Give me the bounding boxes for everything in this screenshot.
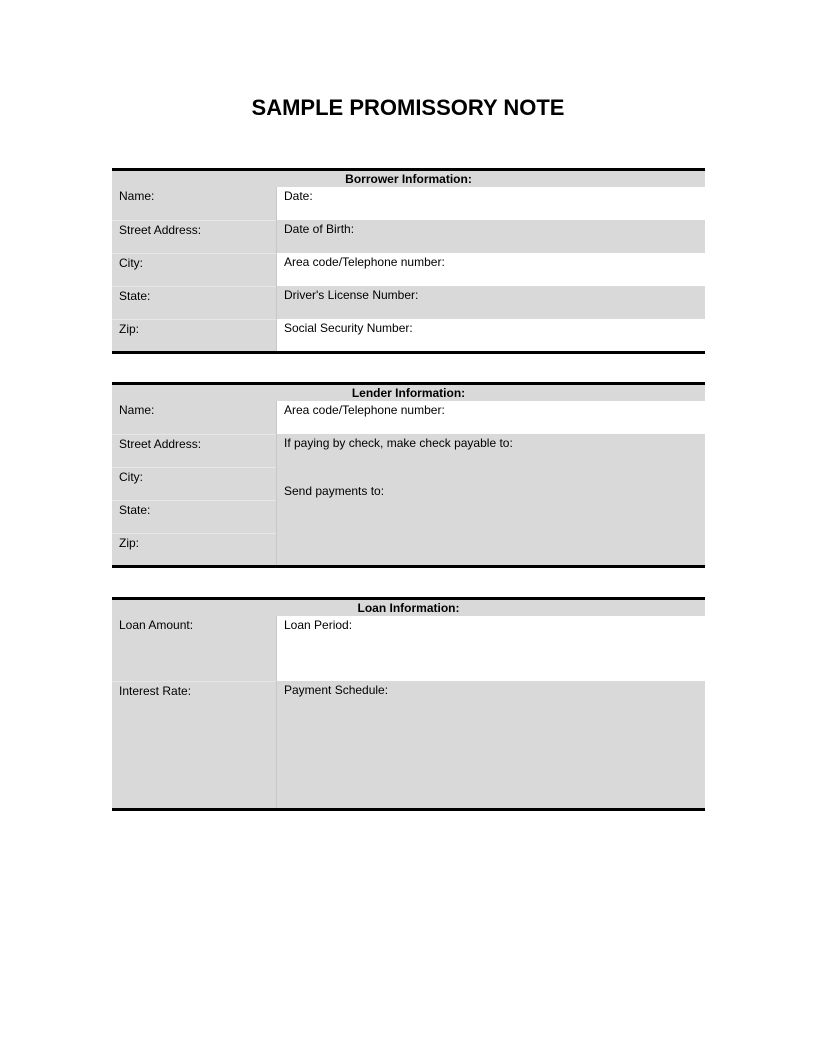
borrower-name-label[interactable]: Name: [119,189,155,203]
loan-section-header: Loan Information: [112,600,705,616]
borrower-section-header: Borrower Information: [112,171,705,187]
borrower-date-field[interactable]: Date: [277,187,705,220]
section-bottom-border [112,565,705,568]
loan-period-field[interactable]: Loan Period: [277,616,705,681]
lender-state-label[interactable]: State: [112,500,276,533]
lender-check-payable-field[interactable]: If paying by check, make check payable to: [277,434,705,482]
borrower-ssn-field[interactable]: Social Security Number: [277,319,705,351]
lender-city-label[interactable]: City: [112,467,276,500]
borrower-street-address-label[interactable]: Street Address: [112,220,276,253]
borrower-information-section [112,168,705,354]
loan-amount-label[interactable]: Loan Amount: [119,618,194,632]
lender-section-header: Lender Information: [112,385,705,401]
lender-name-label[interactable]: Name: [119,403,155,417]
borrower-date-of-birth-field[interactable]: Date of Birth: [277,220,705,253]
section-bottom-border [112,351,705,354]
loan-right-column [277,616,705,808]
loan-left-column [112,616,277,808]
lender-telephone-field[interactable]: Area code/Telephone number: [277,401,705,434]
lender-information-section [112,382,705,568]
interest-rate-label[interactable]: Interest Rate: [112,681,276,808]
lender-grid [112,401,705,565]
payment-schedule-field[interactable]: Payment Schedule: [277,681,705,808]
document-title: SAMPLE PROMISSORY NOTE [251,95,565,120]
lender-send-payments-field[interactable]: Send payments to: [277,482,705,565]
borrower-telephone-field[interactable]: Area code/Telephone number: [277,253,705,286]
section-bottom-border [112,808,705,811]
borrower-left-column [112,187,277,351]
lender-right-column [277,401,705,565]
borrower-state-label[interactable]: State: [112,286,276,319]
borrower-city-label[interactable]: City: [112,253,276,286]
borrower-right-column [277,187,705,351]
loan-information-section [112,597,705,811]
loan-grid [112,616,705,808]
borrower-zip-label[interactable]: Zip: [112,319,276,351]
lender-zip-label[interactable]: Zip: [112,533,276,565]
lender-left-column [112,401,277,565]
borrower-drivers-license-field[interactable]: Driver's License Number: [277,286,705,319]
borrower-grid [112,187,705,351]
lender-street-address-label[interactable]: Street Address: [112,434,276,467]
